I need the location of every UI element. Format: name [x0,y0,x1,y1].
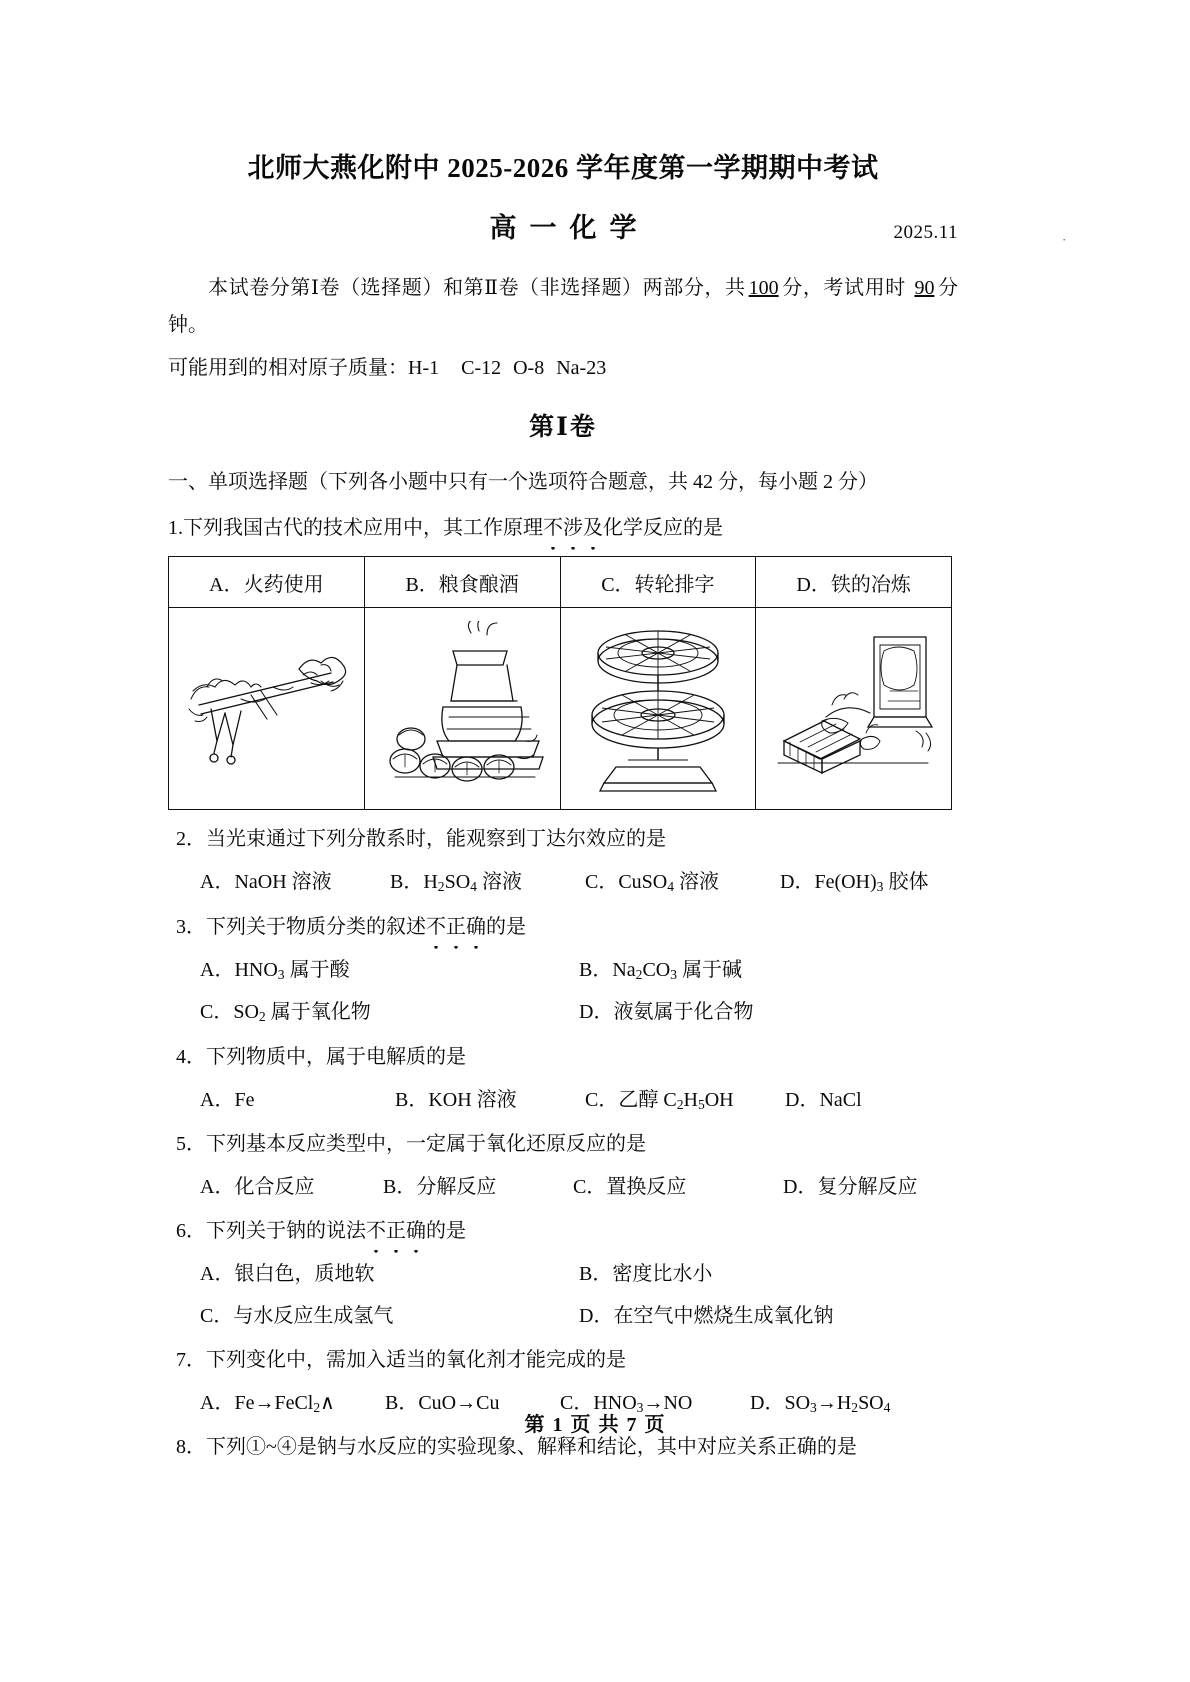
footer-total-pages: 7 [626,1414,638,1436]
question-3 [176,912,958,943]
duration-value: 90 [914,277,935,300]
option-a-label[interactable]: A．火药使用 [169,557,365,608]
question-8-number: 8． [176,1436,206,1459]
table-row-images [169,608,952,810]
rotating-typesetting-wheel-illustration [565,612,752,805]
question-5-option-b[interactable]: B．分解反应 [383,1175,497,1198]
question-7-option-b[interactable]: B．CuO→Cu [385,1391,500,1414]
question-5-option-a[interactable]: A．化合反应 [200,1175,315,1198]
question-1-stem [168,517,723,539]
question-6-option-d[interactable]: D．在空气中燃烧生成氧化钠 [579,1304,834,1327]
question-2-option-b[interactable]: B．$H_2SO_4$ 溶液 [390,871,522,895]
question-6-text-before: 下列关于钠的说法 [206,1219,366,1242]
exam-date: 2025.11 [893,222,958,244]
question-7-option-d[interactable]: D．$SO_3\to H_2SO_4$ [750,1391,891,1415]
question-2-number: 2． [176,828,206,851]
paper-part-heading: 第Ⅰ卷 [529,414,597,442]
question-7-option-c[interactable]: C．$HNO_3\to NO$ [560,1391,693,1415]
question-1 [168,513,958,544]
instructions-paragraph [168,270,958,344]
question-8-stem [176,1436,857,1458]
gunpowder-illustration [173,612,360,805]
question-6-options-row-2 [200,1301,958,1331]
mass-h: H-1 [408,357,440,380]
question-6-options-row-1 [200,1259,958,1289]
question-3-options-row-2 [200,997,958,1027]
mass-na: Na-23 [556,357,607,380]
question-7 [176,1345,958,1376]
question-5-option-d[interactable]: D．复分解反应 [783,1175,918,1198]
option-b-image-cell[interactable] [364,608,560,810]
instructions-line1-a: 本试卷分第Ⅰ卷（选择题）和第Ⅱ卷（非选择题）两部分，共 [208,277,746,300]
question-4-option-a[interactable]: A．Fe [200,1088,255,1111]
question-3-stem [176,916,526,938]
question-5-text: 下列基本反应类型中，一定属于氧化还原反应的是 [206,1132,646,1155]
question-1-options-table [168,556,952,810]
question-2-option-c[interactable]: C．CuSO$_4$ 溶液 [585,871,720,895]
question-4-option-d[interactable]: D．NaCl [785,1088,862,1111]
question-6-text-after: 的是 [426,1219,466,1242]
question-4-option-c[interactable]: C．乙醇 $C_2H_5OH$ [585,1088,734,1112]
option-c-label[interactable]: C．转轮排字 [560,557,756,608]
instructions-line2-a: 时 [885,277,906,300]
section-heading-multiple-choice: 一、单项选择题（下列各小题中只有一个选项符合题意，共 42 分，每小题 2 分） [168,471,878,494]
footer-page-number: 1 [552,1414,564,1436]
relative-atomic-mass-line [168,350,958,387]
question-2-options [200,867,958,897]
question-1-emphasis: 不涉及 [543,513,603,544]
question-1-text-before: 下列我国古代的技术应用中，其工作原理 [183,517,543,540]
question-4-number: 4． [176,1045,206,1068]
question-3-option-c[interactable]: C．$SO_2$ 属于氧化物 [200,1001,371,1025]
mass-o: O-8 [513,357,545,380]
option-a-image-cell[interactable] [169,608,365,810]
question-6-number: 6． [176,1219,206,1242]
instructions-line1-b: 分，考试用 [781,277,886,300]
footer-part-3: 页 [570,1414,592,1436]
instructions-line2-b: 分钟。 [168,277,959,337]
question-3-text-before: 下列关于物质分类的叙述 [206,915,426,938]
page-edge-mark: · [1062,232,1067,247]
question-4 [176,1042,958,1073]
question-3-option-d[interactable]: D．液氨属于化合物 [579,1001,754,1024]
question-5-stem [176,1133,646,1155]
page-footer [0,1408,1190,1437]
option-d-label[interactable]: D．铁的冶炼 [756,557,952,608]
question-5-options [200,1172,958,1202]
question-5-number: 5． [176,1132,206,1155]
instructions-block [168,270,958,344]
question-3-text-after: 的是 [486,915,526,938]
question-6-stem [176,1220,466,1242]
question-7-option-a[interactable]: A．Fe→FeCl$_2$∧ [200,1391,335,1415]
question-1-number: 1. [168,517,183,540]
question-5 [176,1129,958,1160]
question-7-stem [176,1349,626,1371]
question-2 [176,824,958,855]
question-3-emphasis: 不正确 [426,912,486,943]
question-2-text: 当光束通过下列分散系时，能观察到丁达尔效应的是 [206,828,666,851]
question-6-option-b[interactable]: B．密度比水小 [579,1262,713,1285]
question-7-text: 下列变化中，需加入适当的氧化剂才能完成的是 [206,1348,626,1371]
footer-part-4: 共 [598,1414,620,1436]
question-4-option-b[interactable]: B．KOH 溶液 [395,1088,517,1111]
question-1-text-after: 化学反应的是 [603,517,723,540]
question-4-options [200,1085,958,1115]
question-3-options-row-1 [200,955,958,985]
question-6-option-c[interactable]: C．与水反应生成氢气 [200,1304,394,1327]
question-3-option-a[interactable]: A．$HNO_3$ 属于酸 [200,958,350,982]
masses-label: 可能用到的相对原子质量： [168,357,408,380]
question-7-number: 7． [176,1348,206,1371]
footer-part-6: 页 [644,1414,666,1436]
iron-smelting-illustration [760,612,947,805]
question-2-option-d[interactable]: D．$Fe(OH)_3$ 胶体 [780,871,929,895]
total-score-value: 100 [748,277,779,300]
question-3-number: 3． [176,915,206,938]
question-6 [176,1216,958,1247]
question-5-option-c[interactable]: C．置换反应 [573,1175,687,1198]
question-8-text: 下列①~④是钠与水反应的实验现象、解释和结论，其中对应关系正确的是 [206,1436,857,1459]
question-2-option-a[interactable]: A．NaOH 溶液 [200,871,332,894]
question-6-option-a[interactable]: A．银白色，质地软 [200,1262,375,1285]
option-c-image-cell[interactable] [560,608,756,810]
subject-title: 高一化学 [489,213,650,244]
page-content [168,0,958,1463]
option-d-image-cell[interactable] [756,608,952,810]
option-b-label[interactable]: B．粮食酿酒 [364,557,560,608]
subject-row [168,206,958,248]
question-3-option-b[interactable]: B．$Na_2CO_3$ 属于碱 [579,958,743,982]
question-4-stem [176,1046,466,1068]
question-4-text: 下列物质中，属于电解质的是 [206,1045,466,1068]
question-2-stem [176,828,666,850]
grain-brewing-illustration [369,612,556,805]
mass-c: C-12 [461,357,502,380]
table-row-headers [169,557,952,608]
question-6-emphasis: 不正确 [366,1216,426,1247]
footer-part-1: 第 [524,1414,546,1436]
page-title: 北师大燕化附中 2025-2026 学年度第一学期期中考试 [247,153,879,183]
